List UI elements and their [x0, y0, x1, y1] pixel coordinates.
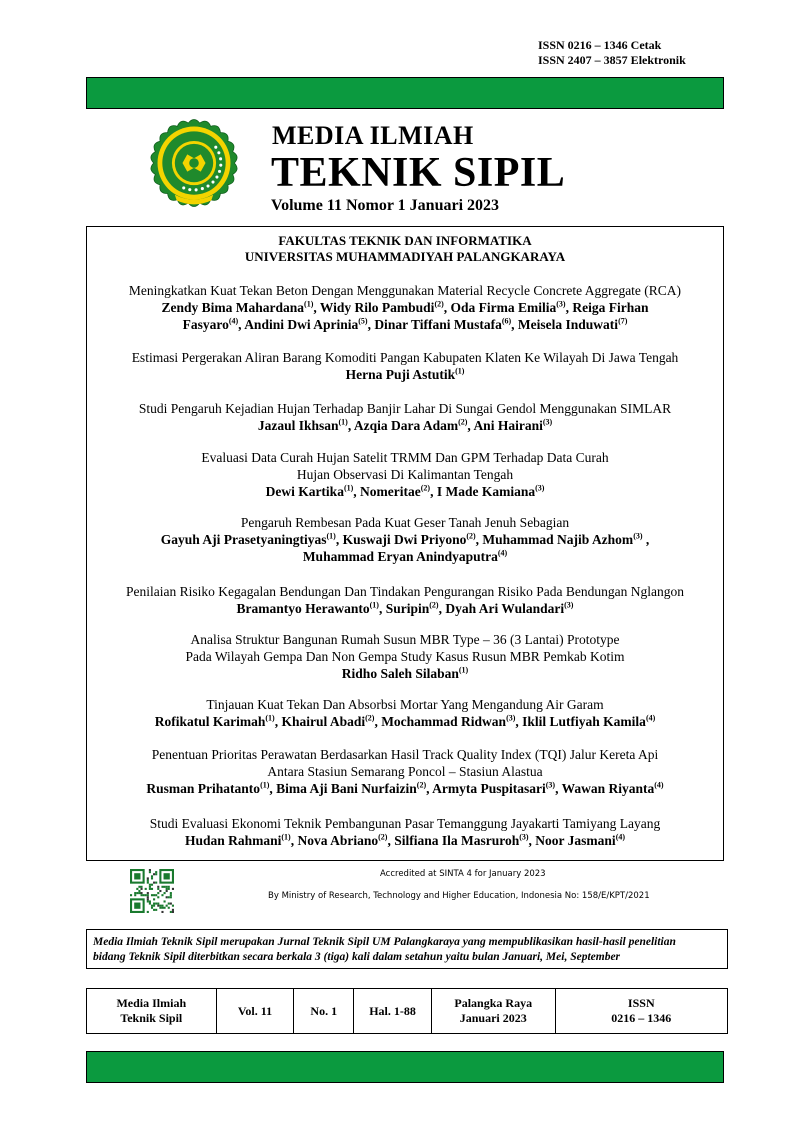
article-authors: Rusman Prihatanto$^{(1)}$, Bima Aji Bani Nurfaizin$^{(2)}$, Armyta Puspitasari$^{(3)}$, Wawan Riyanta$^{(4)}$ — [146, 780, 664, 796]
article-authors: Zendy Bima Mahardana$^{(1)}$, Widy Rilo Pambudi$^{(2)}$, Oda Firma Emilia$^{(3)}$, Reiga Firhan — [161, 299, 649, 315]
author-name: Dinar Tiffani Mustafa — [374, 317, 502, 332]
author-affiliation: (2) — [378, 832, 388, 842]
article-title: Studi Evaluasi Ekonomi Teknik Pembangunan Pasar Temanggung Jayakarti Tamiyang Layang — [149, 816, 661, 831]
author-affiliation: (3) — [535, 483, 545, 493]
author-name: Hudan Rahmani — [184, 833, 282, 848]
author-affiliation: (4) — [615, 832, 626, 842]
footer-cell-line: ISSN — [627, 996, 655, 1010]
author-affiliation: (6) — [501, 316, 512, 326]
footer-cell — [556, 989, 727, 1033]
author-affiliation: (1) — [304, 299, 314, 309]
footer-cell-line: Januari 2023 — [459, 1011, 527, 1025]
author-name: I Made Kamiana — [436, 484, 536, 499]
author-affiliation: (3) — [633, 531, 643, 541]
article-item — [87, 349, 723, 383]
article-authors: Fasyaro$^{(4)}$, Andini Dwi Aprinia$^{(5)}$, Dinar Tiffani Mustafa$^{(6)}$, Meisela Induwati$^{(7)}$ — [182, 316, 628, 332]
article-authors: Hudan Rahmani$^{(1)}$, Nova Abriano$^{(2)}$, Silfiana Ila Masruroh$^{(3)}$, Noor Jasmani$^{(4)}$ — [184, 832, 626, 848]
article-title: Studi Pengaruh Kejadian Hujan Terhadap Banjir Lahar Di Sungai Gendol Menggunakan SIMLAR — [138, 401, 672, 416]
author-affiliation: (3) — [519, 832, 529, 842]
author-affiliation: (1) — [458, 665, 469, 675]
article-item — [87, 282, 723, 333]
article-item — [87, 514, 723, 565]
article-item — [87, 696, 723, 730]
footer-cell-line: Teknik Sipil — [120, 1011, 183, 1025]
author-affiliation: (2) — [458, 417, 468, 427]
footer-cell — [354, 989, 432, 1033]
author-name: Azqia Dara Adam — [353, 418, 459, 433]
author-name: Reiga Firhan — [572, 300, 649, 315]
author-name: Nova Abriano — [297, 833, 379, 848]
author-affiliation: (3) — [564, 600, 574, 610]
article-title: Analisa Struktur Bangunan Rumah Susun MBR Type – 36 (3 Lantai) Prototype — [190, 632, 620, 647]
author-name: Dyah Ari Wulandari — [445, 601, 565, 616]
footer-cell-line: Vol. 11 — [237, 1003, 273, 1018]
author-name: Jazaul Ikhsan — [257, 418, 339, 433]
article-authors: Jazaul Ikhsan$^{(1)}$, Azqia Dara Adam$^{(2)}$, Ani Hairani$^{(3)}$ — [257, 417, 553, 433]
footer-cell-line: Hal. 1-88 — [369, 1003, 416, 1018]
author-affiliation: (1) — [281, 832, 291, 842]
author-name: Noor Jasmani — [535, 833, 616, 848]
article-item — [87, 583, 723, 617]
author-name: Dewi Kartika — [265, 484, 344, 499]
article-title: Estimasi Pergerakan Aliran Barang Komoditi Pangan Kabupaten Klaten Ke Wilayah Di Jawa Tengah — [131, 350, 679, 365]
table-of-contents — [86, 226, 724, 861]
author-name: Bramantyo Herawanto — [236, 601, 370, 616]
footer-cell-line: 0216 – 1346 — [611, 1011, 672, 1025]
author-affiliation: (4) — [645, 713, 656, 723]
author-name: Khairul Abadi — [281, 714, 366, 729]
description-line1: Media Ilmiah Teknik Sipil merupakan Jurnal Teknik Sipil UM Palangkaraya yang mempublikasikan hasil-hasil penelitian — [93, 936, 676, 948]
author-name: Ani Hairani — [473, 418, 543, 433]
accreditation-line1: Accredited at SINTA 4 for January 2023 — [380, 869, 546, 879]
article-authors — [87, 366, 723, 383]
top-green-bar — [86, 77, 724, 109]
author-name: Silfiana Ila Masruroh — [394, 833, 520, 848]
university-logo — [146, 116, 242, 212]
author-affiliation: (1) — [338, 417, 348, 427]
journal-title-line1: MEDIA ILMIAH — [272, 121, 474, 150]
author-affiliation: (3) — [545, 780, 556, 790]
author-affiliation: (1) — [343, 483, 354, 493]
description-line2: bidang Teknik Sipil diterbitkan secara berkala 3 (tiga) kali dalam setahun yaitu bulan Januari, Mei, September — [93, 951, 621, 963]
footer-info-table — [86, 988, 728, 1034]
author-affiliation: (2) — [434, 299, 444, 309]
faculty-heading — [87, 233, 723, 265]
author-affiliation: (2) — [420, 483, 431, 493]
author-name: Herna Puji Astutik — [345, 367, 456, 382]
accreditation-line2: By Ministry of Research, Technology and Higher Education, Indonesia No: 158/E/KPT/2021 — [268, 891, 650, 901]
article-item — [87, 449, 723, 500]
author-name: Meisela Induwati — [517, 317, 619, 332]
author-affiliation: (4) — [228, 316, 239, 326]
author-affiliation: (2) — [429, 600, 439, 610]
article-item — [87, 815, 723, 849]
article-authors: Dewi Kartika$^{(1)}$, Nomeritae$^{(2)}$, I Made Kamiana$^{(3)}$ — [265, 483, 545, 499]
author-name: Gayuh Aji Prasetyaningtiyas — [160, 532, 327, 547]
article-authors: Rofikatul Karimah$^{(1)}$, Khairul Abadi$^{(2)}$, Mochammad Ridwan$^{(3)}$, Iklil Lutfiyah Kamila$^{(4)}$ — [154, 713, 656, 729]
footer-cell-line: Media Ilmiah — [116, 996, 187, 1010]
author-affiliation: (2) — [365, 713, 375, 723]
author-name: Armyta Puspitasari — [432, 781, 546, 796]
author-name: Rusman Prihatanto — [146, 781, 261, 796]
author-affiliation: (1) — [369, 600, 379, 610]
author-name: Nomeritae — [360, 484, 421, 499]
article-title: Evaluasi Data Curah Hujan Satelit TRMM Dan GPM Terhadap Data Curah — [201, 450, 609, 465]
footer-cell-line: Palangka Raya — [454, 996, 533, 1010]
author-name: Muhammad Eryan Anindyaputra — [302, 549, 498, 564]
issn-print: ISSN 0216 – 1346 Cetak — [538, 38, 662, 52]
article-item — [87, 631, 723, 682]
footer-cell — [217, 989, 295, 1033]
author-name: Iklil Lutfiyah Kamila — [522, 714, 646, 729]
author-affiliation: (7) — [618, 316, 628, 326]
article-title: Meningkatkan Kuat Tekan Beton Dengan Menggunakan Material Recycle Concrete Aggregate (RCA) — [128, 283, 682, 298]
article-title: Pada Wilayah Gempa Dan Non Gempa Study Kasus Rusun MBR Pemkab Kotim — [185, 649, 625, 664]
faculty-line1: FAKULTAS TEKNIK DAN INFORMATIKA — [278, 233, 532, 248]
author-affiliation: (4) — [654, 780, 664, 790]
author-affiliation: (3) — [556, 299, 566, 309]
author-name: Andini Dwi Aprinia — [244, 317, 359, 332]
author-affiliation: (3) — [506, 713, 516, 723]
footer-cell-line: No. 1 — [310, 1003, 338, 1018]
author-affiliation: (3) — [542, 417, 553, 427]
author-affiliation: (2) — [466, 531, 476, 541]
author-name: Oda Firma Emilia — [450, 300, 557, 315]
volume-info: Volume 11 Nomor 1 Januari 2023 — [271, 197, 500, 214]
author-name: Kuswaji Dwi Priyono — [342, 532, 467, 547]
author-name: Muhammad Najib Azhom — [482, 532, 634, 547]
article-title: Antara Stasiun Semarang Poncol – Stasiun Alastua — [267, 764, 543, 779]
article-authors: Gayuh Aji Prasetyaningtiyas$^{(1)}$, Kuswaji Dwi Priyono$^{(2)}$, Muhammad Najib Azhom$^{(3)}$ , — [160, 531, 650, 547]
author-name: Wawan Riyanta — [561, 781, 655, 796]
author-name: Fasyaro — [182, 317, 229, 332]
journal-title-line2: TEKNIK SIPIL — [271, 150, 566, 196]
author-affiliation: (4) — [497, 548, 508, 558]
author-name: Bima Aji Bani Nurfaizin — [276, 781, 417, 796]
author-name: Rofikatul Karimah — [154, 714, 266, 729]
article-authors — [87, 665, 723, 682]
article-item — [87, 746, 723, 797]
author-affiliation: (1) — [455, 366, 465, 376]
article-title: Hujan Observasi Di Kalimantan Tengah — [296, 467, 514, 482]
article-title: Tinjauan Kuat Tekan Dan Absorbsi Mortar Yang Mengandung Air Garam — [206, 697, 604, 712]
author-name: Zendy Bima Mahardana — [161, 300, 305, 315]
article-title: Pengaruh Rembesan Pada Kuat Geser Tanah Jenuh Sebagian — [240, 515, 570, 530]
bottom-green-bar — [86, 1051, 724, 1083]
author-name: Mochammad Ridwan — [381, 714, 507, 729]
qr-code — [130, 869, 174, 913]
author-name: Widy Rilo Pambudi — [319, 300, 435, 315]
author-affiliation: (2) — [416, 780, 427, 790]
article-authors — [87, 548, 723, 565]
footer-cell — [87, 989, 217, 1033]
faculty-line2: UNIVERSITAS MUHAMMADIYAH PALANGKARAYA — [244, 249, 566, 264]
author-affiliation: (1) — [326, 531, 336, 541]
author-name: Ridho Saleh Silaban — [341, 666, 459, 681]
article-title: Penilaian Risiko Kegagalan Bendungan Dan Tindakan Pengurangan Risiko Pada Bendungan Nglangon — [126, 584, 684, 599]
issn-block — [538, 38, 686, 68]
footer-cell — [294, 989, 354, 1033]
author-name: Suripin — [385, 601, 430, 616]
article-authors: Bramantyo Herawanto$^{(1)}$, Suripin$^{(2)}$, Dyah Ari Wulandari$^{(3)}$ — [236, 600, 574, 616]
article-title: Penentuan Prioritas Perawatan Berdasarkan Hasil Track Quality Index (TQI) Jalur Kereta Api — [151, 747, 659, 762]
journal-description — [86, 929, 728, 969]
author-affiliation: (5) — [358, 316, 368, 326]
article-item — [87, 400, 723, 434]
issn-online: ISSN 2407 – 3857 Elektronik — [538, 53, 686, 67]
author-affiliation: (1) — [260, 780, 270, 790]
footer-cell — [432, 989, 556, 1033]
author-affiliation: (1) — [265, 713, 275, 723]
